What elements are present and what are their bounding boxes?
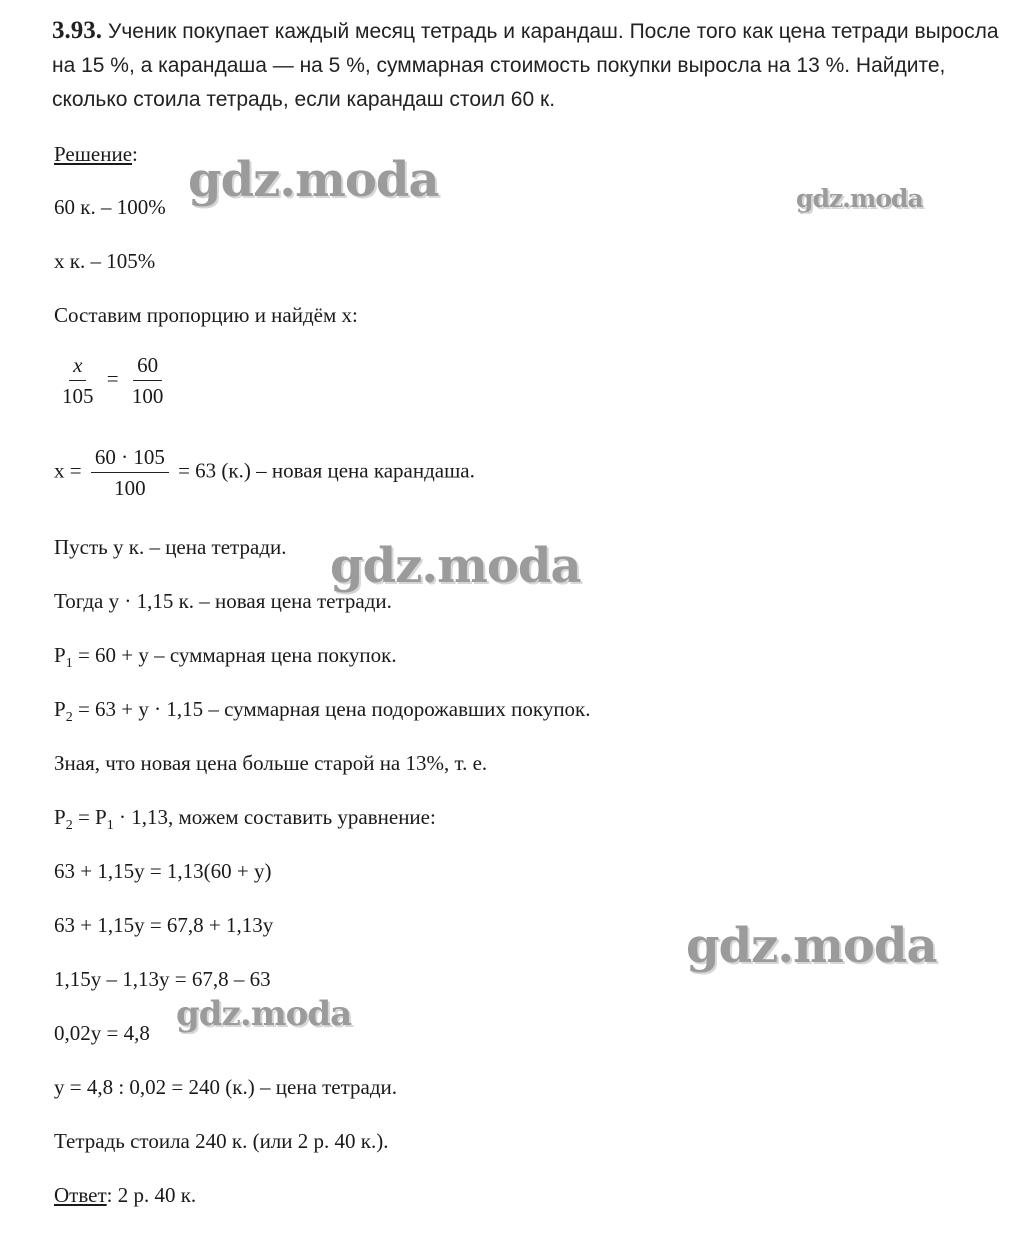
p3-mid: = P: [72, 805, 107, 829]
line-pencil-new: x к. – 105%: [54, 249, 156, 273]
x-calc-numerator: 60 · 105: [91, 444, 169, 473]
x-calc-fraction: [91, 444, 169, 501]
fraction-left-denominator: 105: [62, 384, 94, 408]
equation-3: 1,15y – 1,13y = 67,8 – 63: [54, 967, 271, 991]
p3-symbol-p: P: [54, 805, 66, 829]
x-calc-suffix: = 63 (к.) – новая цена карандаша.: [178, 458, 475, 483]
p2-rest: = 63 + y · 1,15 – суммарная цена подорожавших покупок.: [72, 697, 591, 721]
equation-4: 0,02y = 4,8: [54, 1021, 150, 1045]
p1-symbol: P: [54, 643, 66, 667]
p2-subscript: 2: [65, 710, 73, 725]
line-new-notebook-price: Тогда y · 1,15 к. – новая цена тетради.: [54, 589, 392, 613]
watermark-4: gdz.moda: [686, 918, 937, 974]
watermark-2: gdz.moda: [796, 184, 923, 213]
line-pencil-old: 60 к. – 100%: [54, 195, 166, 219]
equation-5: y = 4,8 : 0,02 = 240 (к.) – цена тетради.: [54, 1075, 398, 1099]
fraction-right-denominator: 100: [131, 384, 164, 408]
answer-value: : 2 р. 40 к.: [106, 1183, 197, 1207]
solution-heading-colon: :: [132, 142, 138, 166]
solution-heading-label: Решение: [54, 142, 133, 166]
line-p2: [54, 696, 591, 731]
fraction-right: [128, 352, 168, 409]
line-knowing: Зная, что новая цена больше старой на 13%, т. е.: [54, 751, 488, 775]
proportion-equation: [54, 352, 171, 409]
line-let-y: Пусть y к. – цена тетради.: [54, 535, 287, 559]
conclusion: Тетрадь стоила 240 к. (или 2 р. 40 к.).: [54, 1129, 389, 1153]
line-p2-equals-p1: [54, 804, 436, 839]
equation-2: 63 + 1,15y = 67,8 + 1,13y: [54, 913, 274, 937]
equals-sign: =: [106, 366, 119, 391]
watermark-3: gdz.moda: [330, 538, 581, 594]
x-calculation: [54, 444, 475, 501]
problem-statement: [52, 14, 1022, 117]
fraction-right-numerator: 60: [133, 352, 162, 381]
p1-subscript: 1: [65, 656, 73, 671]
line-proportion-intro: Составим пропорцию и найдём x:: [54, 303, 358, 327]
watermark-5: gdz.moda: [176, 994, 352, 1034]
solution-heading: [54, 141, 138, 167]
fraction-left: [58, 352, 98, 409]
problem-number: 3.93.: [52, 17, 102, 44]
p3-subscript-1: 1: [106, 818, 114, 833]
p1-rest: = 60 + y – суммарная цена покупок.: [72, 643, 397, 667]
p2-symbol: P: [54, 697, 66, 721]
p3-subscript-2: 2: [65, 818, 73, 833]
line-p1: [54, 642, 397, 677]
answer: [54, 1182, 196, 1208]
answer-label: Ответ: [54, 1183, 107, 1207]
fraction-left-numerator: x: [69, 352, 86, 381]
equation-1: 63 + 1,15y = 1,13(60 + y): [54, 859, 272, 883]
problem-text: Ученик покупает каждый месяц тетрадь и карандаш. После того как цена тетради выросла на 15 %, а карандаша — на 5 %, суммарная стоимость покупки выросла на 13 %. Найдите, сколько стоила тетрадь, если карандаш стоил 60 к.: [52, 20, 999, 111]
x-calc-prefix: x =: [54, 458, 82, 483]
p3-rest: · 1,13, можем составить уравнение:: [113, 805, 436, 829]
watermark-1: gdz.moda: [188, 152, 439, 208]
x-calc-denominator: 100: [114, 476, 146, 500]
